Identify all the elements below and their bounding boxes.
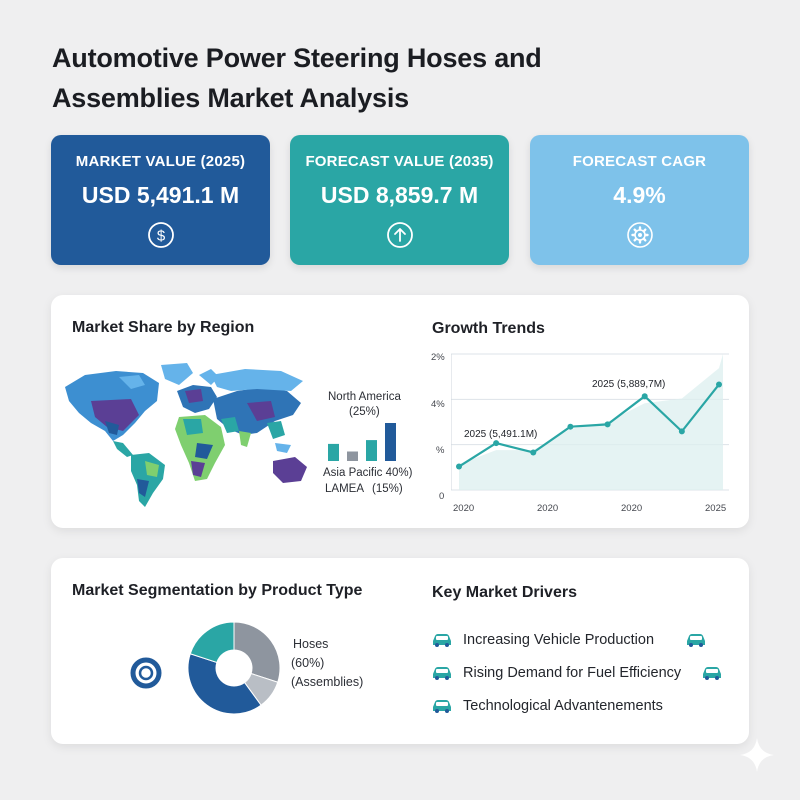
north-america-label: North America: [328, 391, 401, 403]
region-bar-chart: [326, 421, 401, 461]
kpi-label: FORECAST CAGR: [572, 153, 707, 170]
growth-line-chart: [451, 350, 731, 500]
annotation-2025-forecast: 2025 (5,889,7M): [592, 379, 666, 390]
svg-text:$: $: [156, 227, 165, 245]
page-title: [52, 38, 612, 118]
trend-point: [530, 449, 536, 455]
dollar-icon: [147, 221, 175, 249]
kpi-label: MARKET VALUE (2025): [75, 153, 246, 170]
region-growth-panel: [51, 295, 749, 528]
driver-label: Rising Demand for Fuel Efficiency: [463, 665, 682, 681]
y-tick-label: 0: [439, 491, 445, 502]
lamea-share: (15%): [372, 483, 403, 495]
segment-label-assemblies: (Assemblies): [291, 675, 364, 689]
annotation-2025-market: 2025 (5,491.1M): [464, 429, 538, 440]
region-section-title: Market Share by Region: [72, 319, 255, 336]
x-tick-label: 2020: [537, 503, 559, 514]
donut-slice: [234, 622, 280, 682]
trend-point: [642, 393, 648, 399]
kpi-value: 4.9%: [613, 182, 666, 208]
kpi-card-forecast-value: [290, 135, 509, 265]
north-america-share: (25%): [349, 406, 380, 418]
car-icon: [431, 632, 453, 648]
car-icon: [431, 698, 453, 714]
gear-icon: [626, 221, 654, 249]
sparkle-icon: [738, 736, 776, 774]
trend-point: [716, 381, 722, 387]
region-bar: [347, 452, 358, 462]
car-icon: [685, 632, 707, 648]
kpi-label: FORECAST VALUE (2035): [305, 153, 494, 170]
segmentation-drivers-panel: [51, 558, 749, 744]
trend-point: [493, 440, 499, 446]
segmentation-section-title: Market Segmentation by Product Type: [72, 582, 363, 599]
trend-point: [456, 464, 462, 470]
growth-section-title: Growth Trends: [432, 320, 545, 337]
car-icon: [701, 665, 723, 681]
y-tick-label: 4%: [431, 399, 445, 410]
arrow-up-icon: [386, 221, 414, 249]
region-bar: [328, 444, 339, 461]
segment-label-share: (60%): [291, 656, 325, 670]
trend-area: [459, 354, 723, 490]
x-tick-label: 2020: [621, 503, 643, 514]
kpi-value: USD 5,491.1 M: [81, 182, 240, 208]
driver-label: Increasing Vehicle Production: [463, 632, 655, 648]
drivers-section-title: Key Market Drivers: [432, 584, 577, 601]
page-title-line1: Automotive Power Steering Hoses and: [52, 43, 542, 73]
trend-point: [605, 421, 611, 427]
lamea-label: LAMEA: [325, 483, 364, 495]
segment-label-hoses: Hoses: [293, 637, 329, 651]
small-ring-icon: [129, 656, 163, 690]
segmentation-donut-chart: [186, 620, 282, 716]
world-map: [61, 361, 311, 509]
asia-pacific-label: Asia Pacific 40%): [323, 467, 413, 479]
y-tick-label: 2%: [431, 352, 445, 363]
kpi-card-market-value: [51, 135, 270, 265]
driver-item: [431, 662, 681, 684]
region-bar: [385, 423, 396, 461]
region-bar: [366, 440, 377, 461]
kpi-card-forecast-cagr: [530, 135, 749, 265]
driver-label: Technological Advantenements: [463, 698, 663, 714]
trend-point: [679, 428, 685, 434]
page-title-line2: Assemblies Market Analysis: [52, 83, 409, 113]
y-tick-label: %: [436, 445, 445, 456]
kpi-value: USD 8,859.7 M: [320, 182, 479, 208]
driver-item: [431, 695, 663, 717]
car-icon: [431, 665, 453, 681]
donut-slice: [190, 622, 234, 662]
x-tick-label: 2020: [453, 503, 475, 514]
driver-item: [431, 629, 654, 651]
trend-point: [567, 424, 573, 430]
x-tick-label: 2025: [705, 503, 727, 514]
